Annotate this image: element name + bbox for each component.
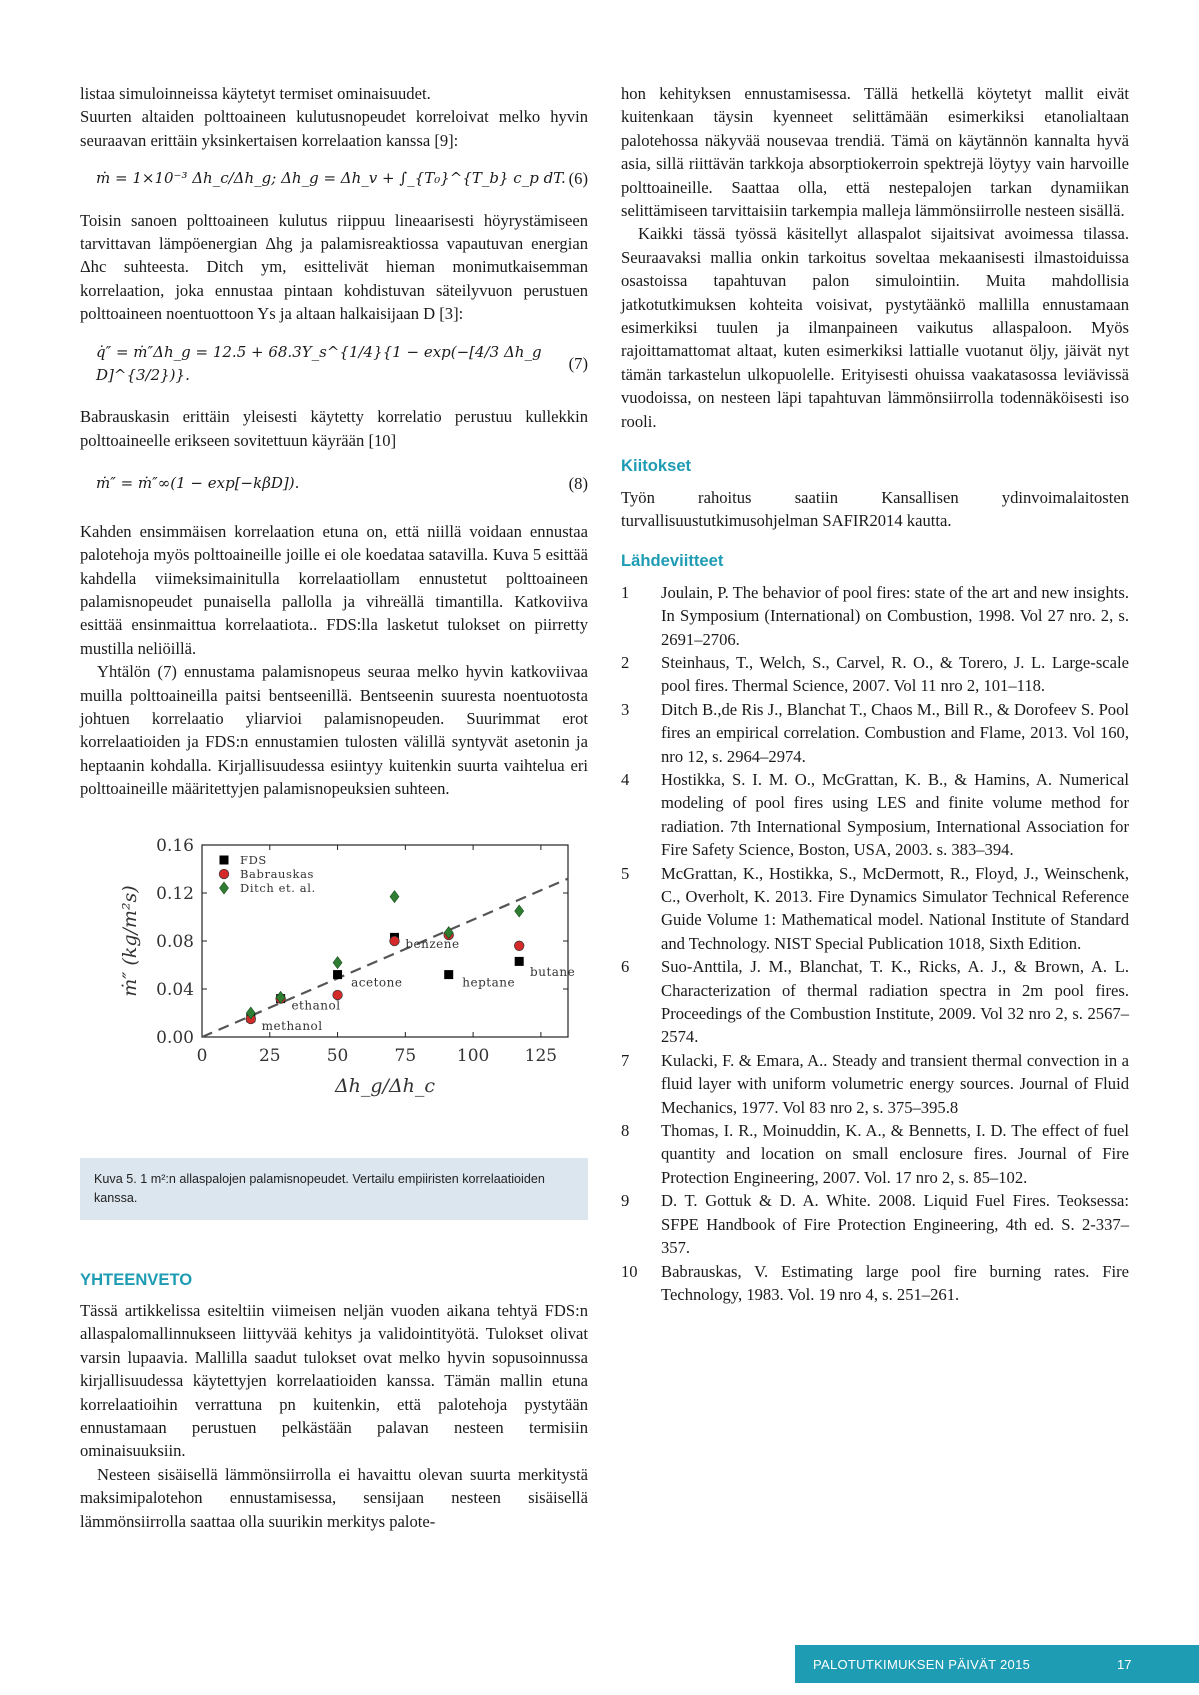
paragraph: Suurten altaiden polttoaineen kulutusnopeudet korreloivat melko hyvin seuraavan erittäin yksinkertaisen korrelaation kanssa [9]: [80,107,588,150]
y-tick-label: 0.16 [156,835,194,856]
reference-number: 1 [621,582,630,602]
reference-list [621,581,1129,1307]
reference-number: 9 [621,1191,630,1211]
equation-body: ṁ″ = ṁ″∞(1 − exp[−kβD]). [96,474,300,493]
equation-6 [80,167,588,190]
reference-text: D. T. Gottuk & D. A. White. 2008. Liquid Fuel Fires. Teoksessa: SFPE Handbook of Fire Protection Engineering, 4th ed. S. 2-337–357. [661,1191,1129,1258]
reference-number: 2 [621,652,630,672]
burning-rate-chart [80,823,588,1158]
data-point-circle [390,936,400,946]
reference-item [621,862,1129,956]
data-point-diamond [333,956,342,968]
reference-item [621,1119,1129,1189]
reference-text: Babrauskas, V. Estimating large pool fire burning rates. Fire Technology, 1983. Vol. 19 nro 4, s. 251–261. [661,1261,1129,1304]
figure-caption: Kuva 5. 1 m²:n allaspalojen palamisnopeudet. Vertailu empiiristen korrelaatioiden kanssa. [80,1158,588,1220]
equation-7 [80,341,588,388]
correlation-fit-line [202,878,568,1036]
reference-item [621,1049,1129,1119]
paragraph: Kahden ensimmäisen korrelaation etuna on, että niillä voidaan ennustaa palotehoja myös polttoaineille joille ei ole koedataa satavilla. Kuva 5 esittää kahdella viimeksimainitulla korrelaatiollam ennustetut polttoaineen palamisnopeudet punaisella pallolla ja vihreällä timantilla. Katkoviiva esittää ensinmaittua korrelaatiota.. FDS:lla lasketut tulokset on piirretty mustilla neliöillä. [80,521,588,658]
equation-8 [80,472,588,495]
reference-number: 6 [621,957,630,977]
reference-text: Ditch B.,de Ris J., Blanchat T., Chaos M., Bill R., & Dorofeev S. Pool fires an empirical correlation. Combustion and Flame, 2013. Vol 160, nro 12, s. 2964–2974. [661,699,1129,766]
x-tick-label: 50 [326,1045,349,1066]
data-point-square [333,970,342,979]
legend-marker [219,869,229,879]
paragraph: Tässä artikkelissa esiteltiin viimeisen neljän vuoden aikana tehtyä FDS:n allaspalomallinnukseen liittyvää kehitys ja validointityötä. Tulokset olivat varsin lupaavia. Mallilla saadut tulokset ovat melko hyvin sopusoinnussa kirjallisuudessa käytettyjen korrelaatioiden kanssa. Tämän mallin etuna korrelaatioihin verrattuna pn kuitenkin, että palotehoja pystytään ennustamaan perustuen pelkästään palavan nesteen termisiin ominaisuuksiin. [80,1300,588,1461]
data-point-square [515,956,524,965]
left-column [80,82,588,1533]
data-point-diamond [390,890,399,902]
right-column [621,82,1129,1306]
reference-item [621,768,1129,862]
reference-text: Thomas, I. R., Moinuddin, K. A., & Bennetts, I. D. The effect of fuel quantity and location on small enclosure fires. Journal of Fire Protection Engineering, 2007. Vol. 17 nro 2, s. 85–102. [661,1121,1129,1187]
section-heading: Lähdeviitteet [621,551,724,571]
section-heading: Kiitokset [621,456,692,476]
paragraph: hon kehityksen ennustamisessa. Tällä hetkellä köytetyt mallit eivät kuitenkaan täysin kyenneet selittämään esimerkiksi etanolialtaan palotehossa näkyvää nousevaa trendiä. Tämä on käytännön kannalta hyvä asia, sillä riittävän tarkkoja absorptiokerroin spektrejä löytyy vain harvoille polttoaineille. Saattaa olla, että nestepalojen tarkan dynamiikan selittämiseen tarvittaisiin tarkempia malleja lämmönsiirrolle nesteen sisällä. [621,84,1129,221]
data-point-diamond [515,905,524,917]
legend-label: Babrauskas [240,866,315,881]
x-tick-label: 0 [196,1045,208,1066]
reference-item [621,1260,1129,1307]
reference-text: Steinhaus, T., Welch, S., Carvel, R. O., & Torero, J. L. Large-scale pool fires. Thermal Science, 2007. Vol 11 nro 2, 101–118. [661,652,1129,696]
fuel-annotation: acetone [351,975,403,990]
fuel-annotation: benzene [405,936,460,951]
x-tick-label: 100 [456,1045,490,1066]
reference-item [621,955,1129,1049]
fuel-annotation: butane [530,964,576,979]
reference-text: McGrattan, K., Hostikka, S., McDermott, R., Floyd, J., Weinschenk, C., Overholt, K. 2013. Fire Dynamics Simulator Technical Reference Guide Volume 1: Mathematical model. National Institute of Standard and Technology. NIST Special Publication 1018, Sixth Edition. [661,863,1129,953]
reference-item [621,698,1129,768]
legend-label: Ditch et. al. [240,880,316,895]
reference-text: Hostikka, S. I. M. O., McGrattan, K. B., & Hamins, A. Numerical modeling of pool fires using LES and finite volume method for radiation. 7th International Symposium, International Association for Fire Safety Science, Boston, USA, 2003. s. 383–394. [661,769,1129,860]
figure-5 [80,823,588,1158]
paragraph: Kaikki tässä työssä käsitellyt allaspalot sijaitsivat avoimessa tilassa. Seuraavaksi mallia onkin tarkoitus soveltaa mekaanisesti ilmastoiduissa osastoissa tapahtuvan palon simulointiin. Muita mahdollisia jatkotutkimuksen kohteita voisivat, pystytäänkö mallilla ennustamaan esimerkiksi tuulen ja ilmanpaineen vaikutus allaspaloon. Myös rajoittamattomat altaat, kuten esimerkiksi lattialle vuotanut öljy, jäivät nyt tämän tarkastelun ulkopuolelle. Erityisesti ohuissa vaakatasossa leviävissä vuodoissa, on nesteen läpi tapahtuvan lämmönsiirrolla todennäköisesti iso rooli. [621,224,1129,431]
data-point-square [444,970,453,979]
y-tick-label: 0.00 [156,1027,194,1048]
equation-body: ṁ = 1×10⁻³ Δh_c/Δh_g; Δh_g = Δh_v + ∫_{T₀}^{T_b} c_p dT. [96,169,566,188]
reference-item [621,581,1129,651]
section-heading: YHTEENVETO [80,1269,193,1289]
paragraph: Työn rahoitus saatiin Kansallisen ydinvoimalaitosten turvallisuustutkimusohjelman SAFIR2014 kautta. [621,487,1129,530]
paragraph: Babrauskasin erittäin yleisesti käytetty korrelatio perustuu kullekkin polttoaineelle erikseen sovitettuun käyrään [10] [80,407,588,450]
reference-number: 5 [621,863,630,883]
fuel-annotation: ethanol [291,997,341,1012]
x-tick-label: 25 [258,1045,281,1066]
legend-marker [220,855,229,864]
fuel-annotation: methanol [261,1018,323,1033]
paragraph: Nesteen sisäisellä lämmönsiirrolla ei havaittu olevan suurta merkitystä maksimipalotehon ennustamisessa, sensijaan nesteen sisäisellä lämmönsiirrolla saattaa olla suurikin merkitys palote- [80,1464,588,1531]
reference-number: 8 [621,1121,630,1141]
equation-number: (6) [568,169,588,189]
paragraph: listaa simuloinneissa käytetyt termiset ominaisuudet. [80,84,431,103]
paragraph: Yhtälön (7) ennustama palamisnopeus seuraa melko hyvin katkoviivaa muilla polttoaineilla paitsi bentseenillä. Bentseenin suuresta noentuotosta johtuen korrelaatio yliarvioi palamisnopeuden. Suurimmat erot korrelaatioiden ja FDS:n ennustamien tulosten välillä syntyvät asetonin ja heptaanin kohdalla. Kirjallisuudessa esiintyy kuitenkin suurta vaihtelua eri polttoaineille määritettyjen palamisnopeuksien suhteen. [80,662,588,799]
reference-number: 10 [621,1261,638,1281]
equation-body: q̇″ = ṁ″Δh_g = 12.5 + 68.3Y_s^{1/4}{1 − exp(−[4/3 Δh_g D]^{3/2})}. [96,342,542,385]
reference-text: Joulain, P. The behavior of pool fires: state of the art and new insights. In Symposium (International) on Combustion, 1998. Vol 27 nro. 2, s. 2691–2706. [661,582,1129,649]
y-tick-label: 0.04 [156,979,194,1000]
reference-number: 7 [621,1050,630,1070]
reference-number: 3 [621,699,630,719]
paragraph: Toisin sanoen polttoaineen kulutus riippuu lineaarisesti höyrystämiseen tarvittavan lämpöenergian Δhg ja palamisreaktiossa vapautuvan energian Δhc suhteesta. Ditch ym, esittelivät hieman monimutkaisemman korrelaation, joka ennustaa pintaan kohdistuvan säteilyvuon perustuen polttoaineen noentuottoon Ys ja altaan halkaisijaan D [3]: [80,210,588,324]
reference-item [621,1189,1129,1259]
x-tick-label: 125 [524,1045,558,1066]
y-axis-label: ṁ″ (kg/m²s) [119,884,141,997]
legend-label: FDS [240,852,267,867]
page-footer [795,1645,1199,1683]
y-tick-label: 0.08 [156,931,194,952]
y-tick-label: 0.12 [156,883,194,904]
x-tick-label: 75 [394,1045,417,1066]
legend-marker [220,882,229,894]
reference-text: Suo-Anttila, J. M., Blanchat, T. K., Ricks, A. J., & Brown, A. L. Characterization of thermal radiation spectra in 2m pool fires. Proceedings of the Combustion Institute, 2009. Vol 32 nro 2, s. 2567–2574. [661,957,1129,1047]
equation-number: (8) [568,474,588,494]
x-axis-label: Δh_g/Δh_c [334,1074,436,1097]
reference-item [621,651,1129,698]
data-point-circle [514,941,524,951]
reference-number: 4 [621,769,630,789]
footer-title: PALOTUTKIMUKSEN PÄIVÄT 2015 [813,1656,1031,1672]
equation-number: (7) [568,354,588,374]
reference-text: Kulacki, F. & Emara, A.. Steady and transient thermal convection in a fluid layer with uniform volumetric energy sources. Journal of Fluid Mechanics, 1977. Vol 83 nro 2, s. 375–395.8 [661,1050,1129,1117]
fuel-annotation: heptane [462,975,516,990]
page-number: 17 [1117,1656,1132,1672]
